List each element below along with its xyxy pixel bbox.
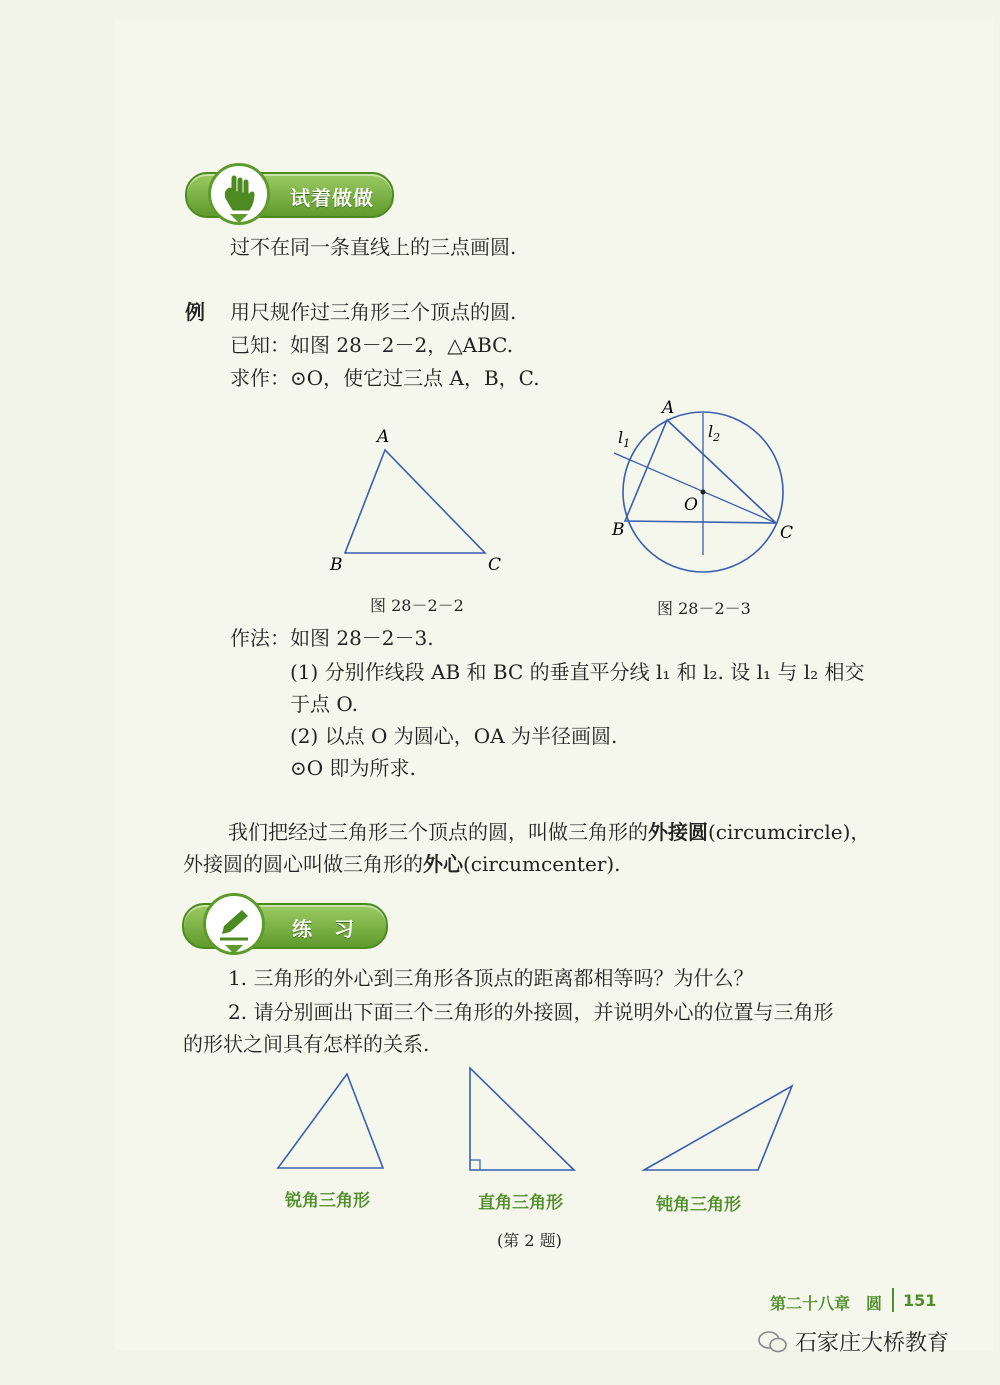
figure-28-2-2	[320, 420, 520, 590]
figure-28-2-3-caption: 图 28－2－3	[657, 599, 751, 618]
fig2-label-l1: $l_1$	[618, 428, 631, 450]
fig2-label-c: C	[780, 523, 794, 543]
example-title: 用尺规作过三角形三个顶点的圆.	[230, 300, 517, 324]
practice-q1: 1. 三角形的外心到三角形各顶点的距离都相等吗？为什么？	[228, 966, 754, 990]
question-caption: (第 2 题)	[497, 1231, 562, 1250]
method-step1-line1: (1) 分别作线段 AB 和 BC 的垂直平分线 l₁ 和 l₂. 设 l₁ 与 l₂ 相交	[290, 660, 865, 684]
footer-chapter: 第二十八章 圆	[770, 1294, 883, 1313]
definition-line1-b: (circumcircle)，	[708, 820, 871, 844]
acute-triangle	[278, 1074, 383, 1168]
obtuse-triangle	[644, 1086, 792, 1170]
practice-header-label: 练 习	[292, 917, 355, 941]
wechat-icon	[758, 1330, 788, 1358]
fig2-label-l2: $l_2$	[708, 422, 721, 444]
definition-line1-a: 我们把经过三角形三个顶点的圆，叫做三角形的	[228, 820, 648, 844]
header-pointer	[230, 214, 248, 223]
method-result: ⊙O 即为所求.	[290, 756, 416, 780]
footer-divider	[892, 1288, 894, 1312]
definition-line1	[228, 820, 870, 844]
fig2-label-b: B	[612, 520, 625, 540]
term-circumcircle: 外接圆	[648, 820, 708, 844]
header-pointer	[225, 945, 243, 954]
figure-28-2-3	[600, 395, 810, 595]
definition-line2-b: (circumcenter).	[463, 852, 621, 876]
watermark: 石家庄大桥教育	[795, 1331, 950, 1356]
example-marker: 例	[185, 300, 205, 324]
fig1-label-c: C	[488, 555, 502, 575]
try-header-label: 试着做做	[290, 186, 374, 210]
try-text: 过不在同一条直线上的三点画圆.	[230, 235, 517, 259]
acute-triangle-label: 锐角三角形	[285, 1191, 370, 1211]
definition-line2-a: 外接圆的圆心叫做三角形的	[183, 852, 423, 876]
fig1-label-a: A	[377, 427, 390, 447]
example-given: 已知：如图 28－2－2，△ABC.	[230, 333, 514, 357]
right-triangle-label: 直角三角形	[478, 1193, 563, 1213]
method-step2: (2) 以点 O 为圆心，OA 为半径画圆.	[290, 724, 618, 748]
method-step1-line2: 于点 O.	[290, 692, 358, 716]
method-intro: 作法：如图 28－2－3.	[230, 626, 434, 650]
practice-q2-line2: 的形状之间具有怎样的关系.	[183, 1032, 430, 1056]
fig1-label-b: B	[330, 555, 343, 575]
triangle-figures	[270, 1060, 810, 1180]
term-circumcenter: 外心	[423, 852, 463, 876]
definition-line2	[183, 852, 621, 876]
page-number: 151	[903, 1291, 937, 1310]
obtuse-triangle-label: 钝角三角形	[656, 1195, 741, 1215]
right-triangle	[470, 1068, 574, 1170]
figure-28-2-2-caption: 图 28－2－2	[370, 596, 464, 615]
fig2-label-o: O	[684, 495, 698, 515]
example-find: 求作：⊙O，使它过三点 A，B，C.	[230, 366, 540, 390]
practice-q2-line1: 2. 请分别画出下面三个三角形的外接圆，并说明外心的位置与三角形	[228, 1000, 834, 1024]
fig2-label-a: A	[662, 398, 675, 418]
